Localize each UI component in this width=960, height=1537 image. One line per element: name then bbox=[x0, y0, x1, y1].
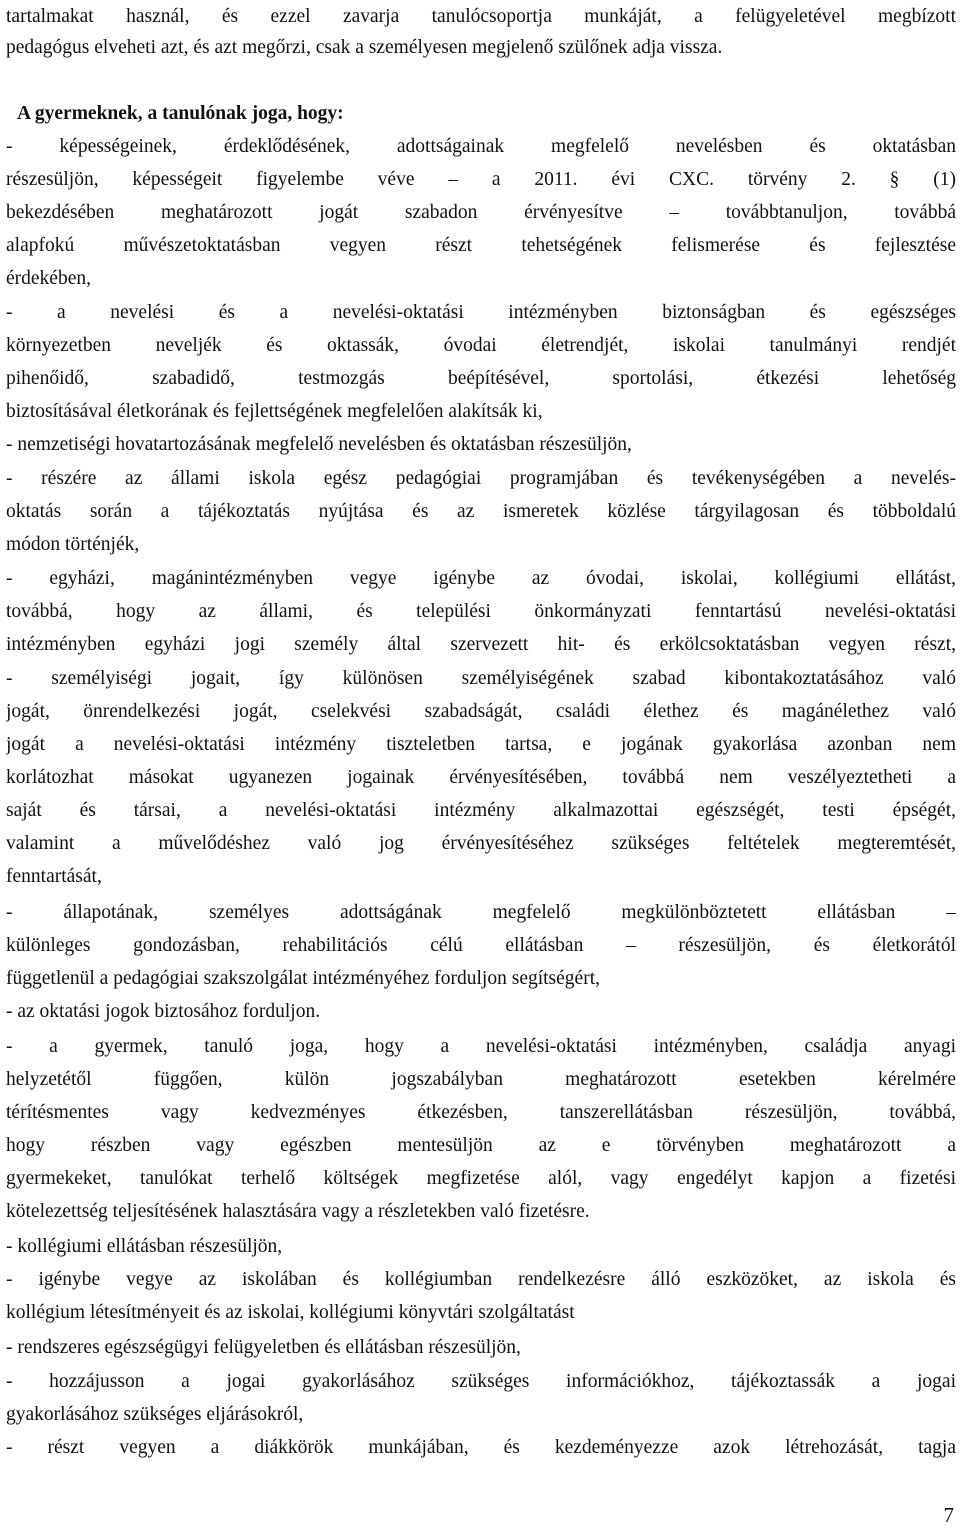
text-line: - részére az állami iskola egész pedagógiai programjában és tevékenységében a nevelés- bbox=[6, 468, 956, 489]
text-line: jogát a nevelési-oktatási intézmény tiszteletben tartsa, e jogának gyakorlása azonban nem bbox=[6, 734, 956, 755]
text-line: pihenőidő, szabadidő, testmozgás beépítésével, sportolási, étkezési lehetőség bbox=[6, 368, 956, 389]
text-line: - a nevelési és a nevelési-oktatási intézményben biztonságban és egészséges bbox=[6, 302, 956, 323]
text-line: valamint a művelődéshez való jog érvényesítéséhez szükséges feltételek megteremtését, bbox=[6, 833, 956, 854]
text-line: alapfokú művészetoktatásban vegyen részt tehetségének felismerése és fejlesztése bbox=[6, 235, 956, 256]
page-number: 7 bbox=[943, 1503, 954, 1527]
text-line: - részt vegyen a diákkörök munkájában, és kezdeményezze azok létrehozását, tagja bbox=[6, 1437, 956, 1458]
text-line: térítésmentes vagy kedvezményes étkezésben, tanszerellátásban részesüljön, továbbá, bbox=[6, 1102, 956, 1123]
text-line: - igénybe vegye az iskolában és kollégiumban rendelkezésre álló eszközöket, az iskola és bbox=[6, 1269, 956, 1290]
text-line: - kollégiumi ellátásban részesüljön, bbox=[6, 1236, 283, 1257]
text-line: bekezdésében meghatározott jogát szabadon érvényesítve – továbbtanuljon, továbbá bbox=[6, 202, 956, 223]
text-line: korlátozhat másokat ugyanezen jogainak érvényesítésében, továbbá nem veszélyeztetheti a bbox=[6, 767, 956, 788]
text-line: fenntartását, bbox=[6, 866, 102, 887]
text-line: tartalmakat használ, és ezzel zavarja tanulócsoportja munkáját, a felügyeletével megbízott bbox=[6, 6, 956, 27]
text-line: különleges gondozásban, rehabilitációs célú ellátásban – részesüljön, és életkorától bbox=[6, 935, 956, 956]
text-line: módon történjék, bbox=[6, 534, 140, 555]
text-line: oktatás során a tájékoztatás nyújtása és az ismeretek közlése tárgyilagosan és többoldalú bbox=[6, 501, 956, 522]
text-line: - a gyermek, tanuló joga, hogy a nevelési-oktatási intézményben, családja anyagi bbox=[6, 1036, 956, 1057]
text-line: biztosításával életkorának és fejlettségének megfelelően alakítsák ki, bbox=[6, 401, 543, 422]
text-line: - hozzájusson a jogai gyakorlásához szükséges információkhoz, tájékoztassák a jogai bbox=[6, 1371, 956, 1392]
text-line: helyzetétől függően, külön jogszabályban meghatározott esetekben kérelmére bbox=[6, 1069, 956, 1090]
text-line: hogy részben vagy egészben mentesüljön az e törvényben meghatározott a bbox=[6, 1135, 956, 1156]
text-line: pedagógus elveheti azt, és azt megőrzi, csak a személyesen megjelenő szülőnek adja vissza. bbox=[6, 37, 723, 58]
text-line: függetlenül a pedagógiai szakszolgálat intézményéhez forduljon segítségért, bbox=[6, 968, 600, 989]
text-line: részesüljön, képességeit figyelembe véve – a 2011. évi CXC. törvény 2. § (1) bbox=[6, 169, 956, 190]
text-line: - az oktatási jogok biztosához forduljon. bbox=[6, 1001, 321, 1022]
text-line: - képességeinek, érdeklődésének, adottságainak megfelelő nevelésben és oktatásban bbox=[6, 136, 956, 157]
text-line: gyakorlásához szükséges eljárásokról, bbox=[6, 1404, 304, 1425]
text-line: környezetben neveljék és oktassák, óvodai életrendjét, iskolai tanulmányi rendjét bbox=[6, 335, 956, 356]
text-line: továbbá, hogy az állami, és települési önkormányzati fenntartású nevelési-oktatási bbox=[6, 601, 956, 622]
text-line: kollégium létesítményeit és az iskolai, kollégiumi könyvtári szolgáltatást bbox=[6, 1302, 575, 1323]
text-line: - személyiségi jogait, így különösen személyiségének szabad kibontakoztatásához való bbox=[6, 668, 956, 689]
text-line: - rendszeres egészségügyi felügyeletben és ellátásban részesüljön, bbox=[6, 1337, 521, 1358]
text-line: - állapotának, személyes adottságának megfelelő megkülönböztetett ellátásban – bbox=[6, 902, 956, 923]
text-line: gyermekeket, tanulókat terhelő költségek megfizetése alól, vagy engedélyt kapjon a fizetési bbox=[6, 1168, 956, 1189]
text-line: intézményben egyházi jogi személy által szervezett hit- és erkölcsoktatásban vegyen részt, bbox=[6, 634, 956, 655]
text-line: saját és társai, a nevelési-oktatási intézmény alkalmazottai egészségét, testi épségét, bbox=[6, 800, 956, 821]
text-line: - nemzetiségi hovatartozásának megfelelő nevelésben és oktatásban részesüljön, bbox=[6, 434, 632, 455]
text-line: jogát, önrendelkezési jogát, cselekvési szabadságát, családi élethez és magánélethez való bbox=[6, 701, 956, 722]
text-line: érdekében, bbox=[6, 268, 91, 289]
section-heading: A gyermeknek, a tanulónak joga, hogy: bbox=[17, 103, 344, 124]
text-line: - egyházi, magánintézményben vegye igénybe az óvodai, iskolai, kollégiumi ellátást, bbox=[6, 568, 956, 589]
text-line: kötelezettség teljesítésének halasztására vagy a részletekben való fizetésre. bbox=[6, 1201, 590, 1222]
